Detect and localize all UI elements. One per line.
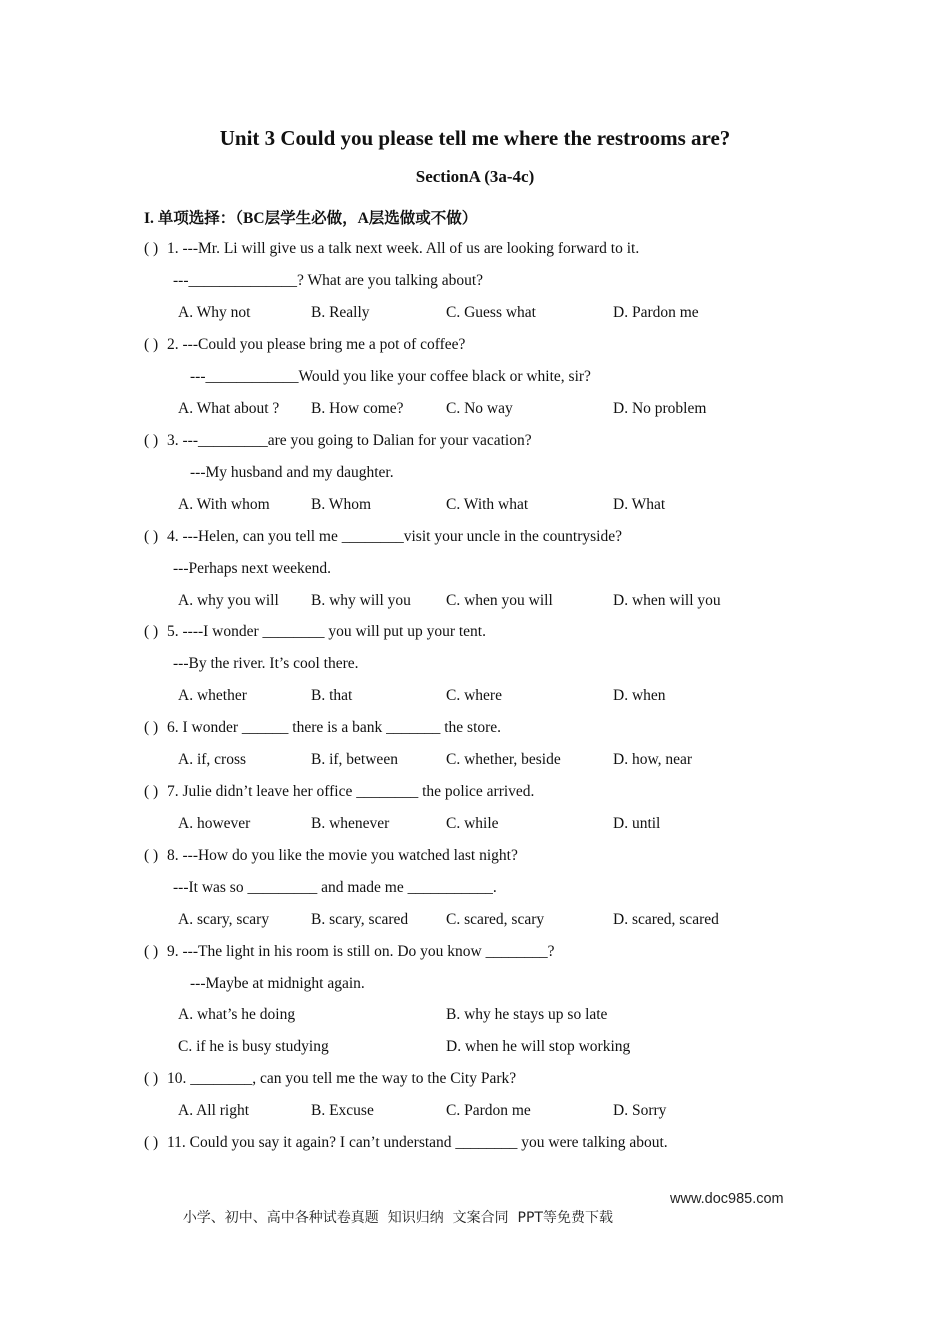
question-stem: 4. ---Helen, can you tell me ________visit your uncle in the countryside? xyxy=(167,528,622,545)
option-a: A. if, cross xyxy=(178,751,247,768)
option-c: C. No way xyxy=(446,400,513,417)
footer-text: 小学、初中、高中各种试卷真题 知识归纳 文案合同 PPT等免费下载 xyxy=(182,1210,613,1226)
option-b: B. Whom xyxy=(311,496,371,513)
option-a: A. What about ? xyxy=(178,400,280,417)
question-stem: 6. I wonder ______ there is a bank _______ the store. xyxy=(167,719,502,736)
option-a: A. however xyxy=(178,815,251,832)
option-c: C. Guess what xyxy=(446,304,536,321)
answer-blank: ( ) xyxy=(144,783,159,800)
option-d: D. What xyxy=(613,496,666,513)
question-stem: 3. ---_________are you going to Dalian for your vacation? xyxy=(167,432,532,449)
question-line: ---Perhaps next weekend. xyxy=(173,560,331,577)
option-a: A. With whom xyxy=(178,496,270,513)
answer-blank: ( ) xyxy=(144,336,159,353)
option-b: B. whenever xyxy=(311,815,390,832)
page-title: Unit 3 Could you please tell me where the restrooms are? xyxy=(219,126,731,150)
answer-blank: ( ) xyxy=(144,719,159,736)
question-line: ---By the river. It’s cool there. xyxy=(173,655,359,672)
answer-blank: ( ) xyxy=(144,240,159,257)
option-c: C. whether, beside xyxy=(446,751,561,768)
option-d: D. scared, scared xyxy=(613,911,719,928)
question-stem: 11. Could you say it again? I can’t understand ________ you were talking about. xyxy=(167,1134,668,1151)
option-b: B. scary, scared xyxy=(311,911,409,928)
question-stem: 2. ---Could you please bring me a pot of coffee? xyxy=(167,336,466,353)
question-line: ---It was so _________ and made me ___________. xyxy=(173,879,497,896)
question-stem: 5. ----I wonder ________ you will put up your tent. xyxy=(167,623,486,640)
question-stem: 7. Julie didn’t leave her office ________ the police arrived. xyxy=(167,783,535,800)
answer-blank: ( ) xyxy=(144,528,159,545)
option-b: B. Really xyxy=(311,304,370,321)
option-c: C. if he is busy studying xyxy=(178,1038,329,1055)
option-b: B. that xyxy=(311,687,353,704)
option-b: B. if, between xyxy=(311,751,398,768)
question-line: ---____________Would you like your coffee black or white, sir? xyxy=(190,368,591,385)
option-a: A. whether xyxy=(178,687,247,704)
option-b: B. why he stays up so late xyxy=(446,1006,608,1023)
option-d: D. until xyxy=(613,815,661,832)
question-line: ---______________? What are you talking about? xyxy=(173,272,484,289)
page-footer xyxy=(165,1191,784,1259)
option-d: D. Sorry xyxy=(613,1102,667,1119)
answer-blank: ( ) xyxy=(144,623,159,640)
answer-blank: ( ) xyxy=(144,1134,159,1151)
option-b: B. How come? xyxy=(311,400,404,417)
option-a: A. scary, scary xyxy=(178,911,270,928)
option-d: D. when xyxy=(613,687,666,704)
option-a: A. why you will xyxy=(178,592,279,609)
option-d: D. how, near xyxy=(613,751,693,768)
option-d: D. when he will stop working xyxy=(446,1038,631,1055)
page-subtitle: SectionA (3a-4c) xyxy=(415,167,535,186)
option-b: B. Excuse xyxy=(311,1102,374,1119)
footer-url-link[interactable]: www.doc985.com xyxy=(670,1191,784,1207)
answer-blank: ( ) xyxy=(144,1070,159,1087)
option-d: D. when will you xyxy=(613,592,721,609)
answer-blank: ( ) xyxy=(144,847,159,864)
option-a: A. Why not xyxy=(178,304,251,321)
question-stem: 8. ---How do you like the movie you watched last night? xyxy=(167,847,518,864)
option-c: C. scared, scary xyxy=(446,911,545,928)
option-a: A. All right xyxy=(178,1102,250,1119)
option-c: C. while xyxy=(446,815,499,832)
option-c: C. when you will xyxy=(446,592,553,609)
question-stem: 1. ---Mr. Li will give us a talk next week. All of us are looking forward to it. xyxy=(167,240,640,257)
option-c: C. With what xyxy=(446,496,529,513)
question-line: ---Maybe at midnight again. xyxy=(190,975,365,992)
question-line: ---My husband and my daughter. xyxy=(190,464,394,481)
option-d: D. No problem xyxy=(613,400,707,417)
option-a: A. what’s he doing xyxy=(178,1006,296,1023)
answer-blank: ( ) xyxy=(144,432,159,449)
question-stem: 9. ---The light in his room is still on. Do you know ________? xyxy=(167,943,555,960)
option-c: C. where xyxy=(446,687,502,704)
answer-blank: ( ) xyxy=(144,943,159,960)
option-d: D. Pardon me xyxy=(613,304,699,321)
question-stem: 10. ________, can you tell me the way to the City Park? xyxy=(167,1070,517,1087)
option-c: C. Pardon me xyxy=(446,1102,531,1119)
option-b: B. why will you xyxy=(311,592,411,609)
section-heading: I. 单项选择：（BC层学生必做，A层选做或不做） xyxy=(144,210,478,227)
